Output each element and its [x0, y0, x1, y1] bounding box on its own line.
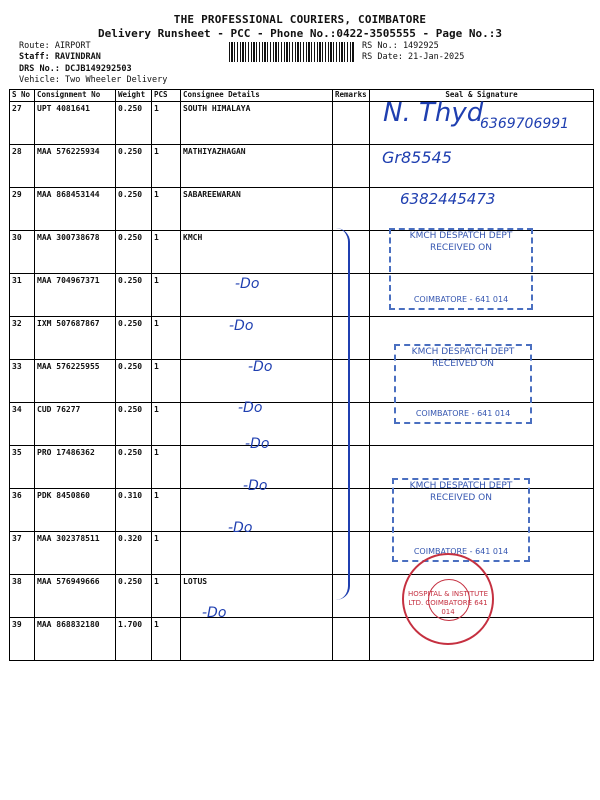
pcs-cell: 1: [152, 145, 181, 188]
weight-cell: 1.700: [116, 618, 152, 661]
pcs-cell: 1: [152, 532, 181, 575]
barcode: [229, 42, 355, 62]
consignment-cell: PDK 8450860: [35, 489, 116, 532]
remarks-cell: [333, 102, 370, 145]
col-weight: Weight: [116, 90, 152, 102]
consignment-cell: MAA 868832180: [35, 618, 116, 661]
consignee-cell: LOTUS: [181, 575, 333, 618]
vehicle-label: Vehicle: Two Wheeler Delivery: [19, 75, 168, 85]
weight-cell: 0.310: [116, 489, 152, 532]
ditto-35: -Do: [245, 436, 270, 452]
weight-cell: 0.250: [116, 145, 152, 188]
col-consignee: Consignee Details: [181, 90, 333, 102]
table-row: [10, 618, 594, 661]
ditto-36: -Do: [243, 478, 268, 494]
pcs-cell: 1: [152, 360, 181, 403]
weight-cell: 0.250: [116, 102, 152, 145]
weight-cell: 0.250: [116, 274, 152, 317]
sno-cell: 37: [10, 532, 35, 575]
rs-number: RS No.: 1492925: [362, 41, 439, 51]
stamp-kmch-3: KMCH DESPATCH DEPT RECEIVED ON COIMBATORE - 641 014: [392, 478, 530, 562]
weight-cell: 0.250: [116, 360, 152, 403]
consignee-cell: SABAREEWARAN: [181, 188, 333, 231]
stamp-kmch-1: KMCH DESPATCH DEPT RECEIVED ON COIMBATORE - 641 014: [389, 228, 533, 310]
consignee-cell: [181, 317, 333, 360]
consignment-cell: MAA 868453144: [35, 188, 116, 231]
pcs-cell: 1: [152, 102, 181, 145]
sno-cell: 35: [10, 446, 35, 489]
consignee-cell: MATHIYAZHAGAN: [181, 145, 333, 188]
pcs-cell: 1: [152, 188, 181, 231]
weight-cell: 0.250: [116, 188, 152, 231]
consignee-cell: KMCH: [181, 231, 333, 274]
consignment-cell: MAA 576949666: [35, 575, 116, 618]
drs-number: DRS No.: DCJB149292503: [19, 64, 132, 74]
consignee-cell: [181, 532, 333, 575]
ditto-37: -Do: [228, 520, 253, 536]
pcs-cell: 1: [152, 274, 181, 317]
pcs-cell: 1: [152, 575, 181, 618]
sno-cell: 29: [10, 188, 35, 231]
table-header: [10, 90, 594, 102]
sno-cell: 27: [10, 102, 35, 145]
ditto-32: -Do: [229, 318, 254, 334]
phone-29: 6382445473: [400, 190, 496, 208]
sno-cell: 32: [10, 317, 35, 360]
pcs-cell: 1: [152, 403, 181, 446]
weight-cell: 0.250: [116, 575, 152, 618]
weight-cell: 0.250: [116, 446, 152, 489]
weight-cell: 0.250: [116, 231, 152, 274]
ditto-33: -Do: [248, 359, 273, 375]
consignment-cell: MAA 302378511: [35, 532, 116, 575]
consignment-cell: CUD 76277: [35, 403, 116, 446]
consignment-cell: MAA 300738678: [35, 231, 116, 274]
company-name: THE PROFESSIONAL COURIERS, COIMBATORE: [173, 13, 427, 26]
remarks-cell: [333, 145, 370, 188]
consignment-cell: MAA 704967371: [35, 274, 116, 317]
consignment-cell: MAA 576225934: [35, 145, 116, 188]
sno-cell: 38: [10, 575, 35, 618]
col-pcs: PCS: [152, 90, 181, 102]
consignment-cell: PRO 17486362: [35, 446, 116, 489]
pcs-cell: 1: [152, 231, 181, 274]
consignee-cell: [181, 489, 333, 532]
signature-27: N. Thyd: [383, 98, 484, 128]
stamp-kmch-2: KMCH DESPATCH DEPT RECEIVED ON COIMBATORE - 641 014: [394, 344, 532, 424]
weight-cell: 0.320: [116, 532, 152, 575]
sno-cell: 28: [10, 145, 35, 188]
ditto-34: -Do: [238, 400, 263, 416]
table-row: [10, 575, 594, 618]
phone-27: 6369706991: [480, 116, 570, 132]
hospital-seal: HOSPITAL & INSTITUTE LTD. COIMBATORE 641 014: [402, 553, 494, 645]
remarks-cell: [333, 188, 370, 231]
consignment-cell: UPT 4081641: [35, 102, 116, 145]
sno-cell: 39: [10, 618, 35, 661]
col-consignment: Consignment No: [35, 90, 116, 102]
sno-cell: 33: [10, 360, 35, 403]
sno-cell: 30: [10, 231, 35, 274]
signature-28: Gr85545: [382, 148, 452, 167]
rs-date: RS Date: 21-Jan-2025: [362, 52, 465, 62]
consignment-cell: MAA 576225955: [35, 360, 116, 403]
sno-cell: 31: [10, 274, 35, 317]
sno-cell: 36: [10, 489, 35, 532]
consignee-cell: SOUTH HIMALAYA: [181, 102, 333, 145]
weight-cell: 0.250: [116, 403, 152, 446]
route-label: Route: AIRPORT: [19, 41, 91, 51]
pcs-cell: 1: [152, 618, 181, 661]
table-row: [10, 188, 594, 231]
sno-cell: 34: [10, 403, 35, 446]
consignee-cell: [181, 618, 333, 661]
col-seal: Seal & Signature: [370, 90, 594, 102]
remarks-cell: [333, 618, 370, 661]
runsheet-title: Delivery Runsheet - PCC - Phone No.:0422-3505555 - Page No.:3: [98, 27, 502, 40]
pcs-cell: 1: [152, 446, 181, 489]
pcs-cell: 1: [152, 317, 181, 360]
col-sno: S No: [10, 90, 35, 102]
col-remarks: Remarks: [333, 90, 370, 102]
staff-label: Staff: RAVINDRAN: [19, 52, 101, 62]
ditto-31: -Do: [235, 276, 260, 292]
pcs-cell: 1: [152, 489, 181, 532]
ditto-39: -Do: [202, 605, 227, 621]
consignment-cell: IXM 507687867: [35, 317, 116, 360]
grouping-brace: [326, 228, 350, 600]
table-row: [10, 145, 594, 188]
weight-cell: 0.250: [116, 317, 152, 360]
